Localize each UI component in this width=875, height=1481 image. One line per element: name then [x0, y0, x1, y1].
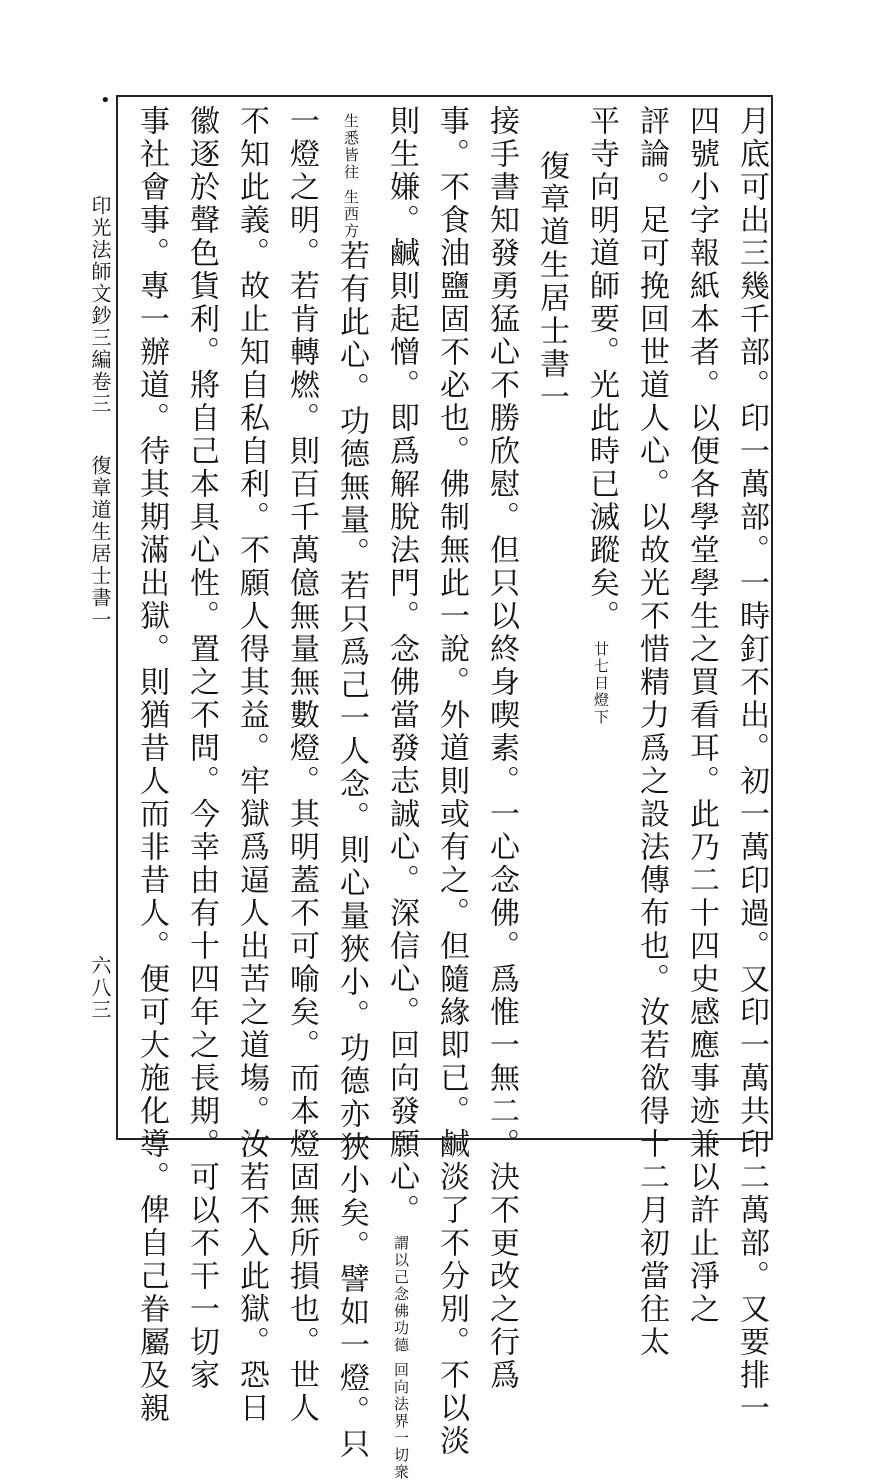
- column-9-text: 若有此心。功德無量。若只爲己一人念。則心量狹小。功德亦狹小矣。譬如一燈。只: [334, 240, 369, 1461]
- annotation-8a: 謂以己念佛功德: [392, 1235, 410, 1354]
- text-column-11: 不知此義。故止知自私自利。不願人得其益。牢獄爲逼人出苦之道塲。汝若不入此獄。恐日: [234, 105, 269, 1425]
- margin-dot: •: [100, 90, 111, 111]
- text-column-3: 評論。足可挽回世道人心。以故光不惜精力爲之設法傳布也。汝若欲得十二月初當往太: [634, 105, 669, 1359]
- text-column-10: 一燈之明。若肯轉燃。則百千萬億無量無數燈。其明蓋不可喻矣。而本燈固無所損也。世人: [284, 105, 319, 1425]
- letter-title: 復章道生居士書一: [534, 150, 569, 414]
- text-column-6: 接手書知發勇猛心不勝欣慰。但只以終身喫素。一心念佛。爲惟一無二。決不更改之行爲: [484, 105, 519, 1392]
- annotation-9: [330, 105, 372, 240]
- text-column-12: 徽逐於聲色貨利。將自己本具心性。置之不問。今幸由有十四年之長期。可以不干一切家: [184, 105, 219, 1392]
- text-column-2: 四號小字報紙本者。以便各學堂學生之買看耳。此乃二十四史感應事迹兼以許止淨之: [684, 105, 719, 1326]
- section-title-margin: 復章道生居士書一: [88, 455, 112, 631]
- text-column-13: 事社會事。專一辦道。待其期滿出獄。則猶昔人而非昔人。便可大施化導。俾自己眷屬及親: [134, 105, 169, 1425]
- date-note: 廿七日燈下: [592, 641, 610, 726]
- annotation-8: [380, 1227, 422, 1481]
- page-number: 六八三: [88, 955, 112, 1021]
- annotation-8b: 回向法界一切衆: [392, 1362, 410, 1481]
- text-column-4: [580, 105, 622, 726]
- annotation-9a: 生悉皆往: [342, 113, 360, 181]
- text-column-9: [330, 105, 372, 1461]
- column-4-text: 平寺向明道師要。光此時已滅蹤矣。: [584, 105, 619, 633]
- text-column-8: [380, 105, 422, 1481]
- text-column-7: 事。不食油鹽固不必也。佛制無此一說。外道則或有之。但隨緣即已。鹹淡了不分別。不以淡: [434, 105, 469, 1458]
- annotation-9b: 生西方: [342, 189, 360, 240]
- running-head: 印光法師文鈔三編卷三: [88, 195, 112, 415]
- text-column-1: 月底可出三幾千部。印一萬部。一時釘不出。初一萬印過。又印一萬共印二萬部。又要排一: [734, 105, 769, 1425]
- column-8-text: 則生嫌。鹹則起憎。即爲解脫法門。念佛當發志誠心。深信心。回向發願心。: [384, 105, 419, 1227]
